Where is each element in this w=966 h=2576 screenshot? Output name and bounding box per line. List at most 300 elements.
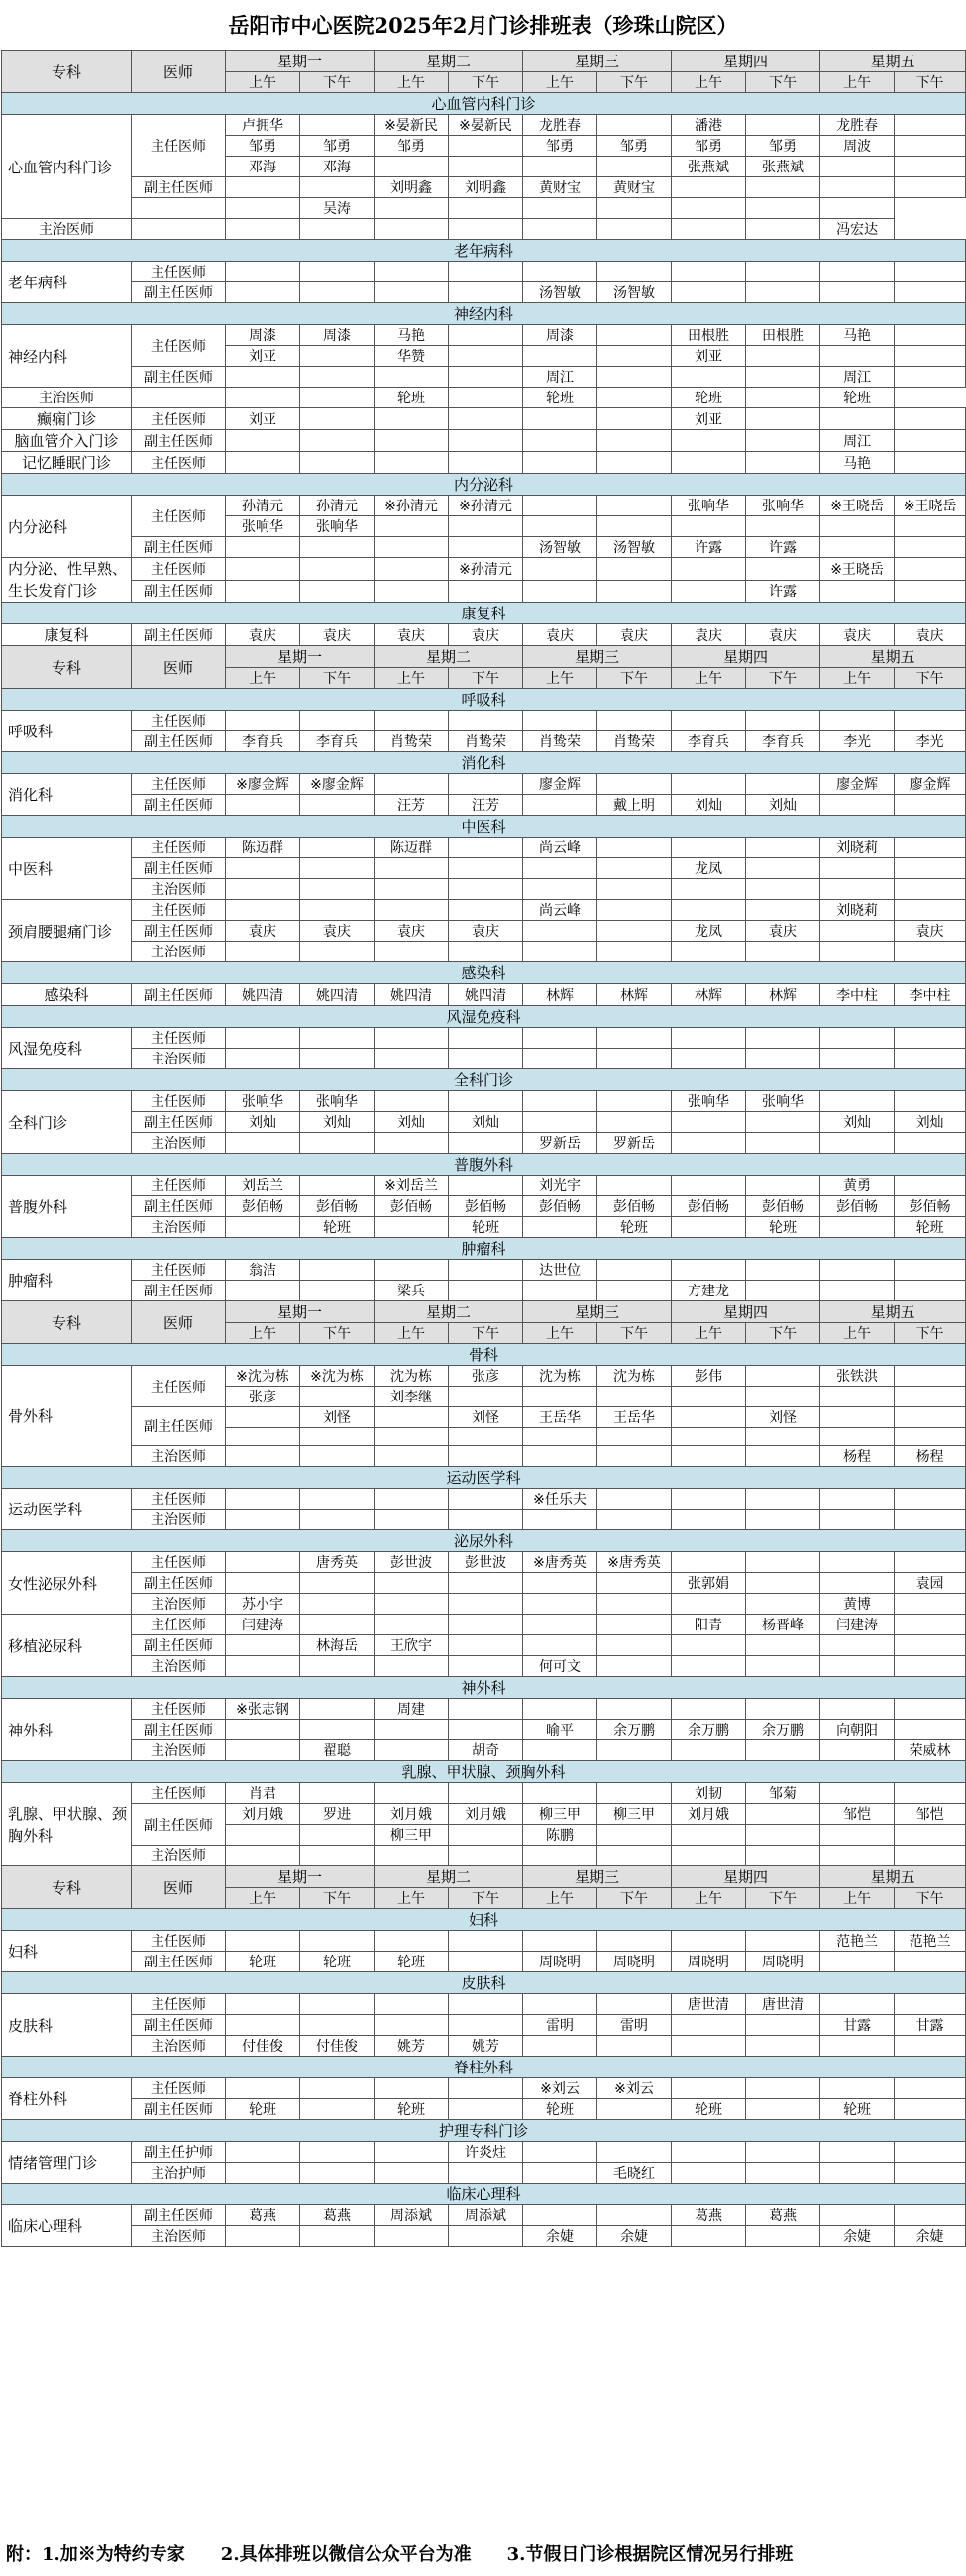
schedule-cell (597, 516, 672, 537)
schedule-cell: 柳三甲 (375, 1825, 449, 1846)
schedule-cell (895, 136, 966, 157)
schedule-table (1, 50, 966, 2247)
schedule-cell (597, 1783, 672, 1804)
schedule-row (2, 2205, 966, 2226)
doctor-title: 主任医师 (132, 900, 226, 921)
schedule-row (2, 1931, 966, 1952)
schedule-cell (132, 388, 226, 408)
dept-header: 专科 (2, 646, 132, 689)
schedule-cell (895, 1720, 966, 1740)
schedule-cell (375, 879, 449, 900)
schedule-cell: 陈迈群 (375, 838, 449, 858)
schedule-cell: 林辉 (746, 984, 820, 1006)
schedule-cell (597, 1699, 672, 1720)
schedule-cell (523, 1387, 597, 1407)
schedule-cell (895, 408, 966, 430)
schedule-cell: 轮班 (375, 2099, 449, 2120)
schedule-cell (375, 282, 449, 303)
schedule-cell (895, 1656, 966, 1677)
day-header: 星期二 (375, 51, 523, 72)
schedule-cell: 刘光宇 (523, 1176, 597, 1196)
schedule-cell (746, 879, 820, 900)
schedule-cell: ※沈为栋 (226, 1366, 300, 1387)
schedule-cell: 轮班 (820, 2099, 895, 2120)
doctor-title: 副主任医师 (132, 1952, 226, 1972)
schedule-cell (746, 2036, 820, 2057)
schedule-cell: 周建 (375, 1699, 449, 1720)
department-name: 老年病科 (2, 240, 966, 262)
schedule-cell (375, 1783, 449, 1804)
schedule-cell (375, 858, 449, 879)
schedule-cell (226, 367, 300, 388)
schedule-cell (597, 921, 672, 942)
schedule-row (2, 1740, 966, 1761)
schedule-cell: 汪芳 (375, 795, 449, 816)
schedule-cell (300, 408, 375, 430)
schedule-cell (226, 580, 300, 603)
schedule-cell (820, 177, 895, 198)
doctor-title: 主任医师 (132, 711, 226, 731)
schedule-cell (895, 1994, 966, 2015)
schedule-cell (375, 1028, 449, 1049)
schedule-cell: 周晓明 (523, 1952, 597, 1972)
schedule-cell (746, 558, 820, 581)
pm-header: 下午 (300, 668, 375, 689)
schedule-cell (820, 1994, 895, 2015)
schedule-cell (523, 2036, 597, 2057)
subspecialty: 骨外科 (2, 1366, 132, 1467)
schedule-cell (597, 1112, 672, 1133)
schedule-cell: 张响华 (226, 516, 300, 537)
schedule-cell: 林辉 (597, 984, 672, 1006)
schedule-cell (523, 858, 597, 879)
schedule-cell (523, 157, 597, 177)
schedule-row (2, 2142, 966, 2163)
schedule-cell: 沈为栋 (597, 1366, 672, 1387)
schedule-cell (672, 2015, 746, 2036)
doctor-title: 主任医师 (132, 1931, 226, 1952)
schedule-cell (449, 219, 523, 240)
schedule-cell: 罗新岳 (523, 1133, 597, 1154)
schedule-cell: 肖鸷荣 (375, 731, 449, 752)
schedule-cell (672, 711, 746, 731)
schedule-cell (226, 558, 300, 581)
subspecialty: 康复科 (2, 624, 132, 646)
schedule-cell (820, 1783, 895, 1804)
doctor-title: 主治医师 (2, 388, 132, 408)
schedule-cell (895, 1594, 966, 1615)
doctor-title: 主治医师 (132, 1510, 226, 1530)
day-header: 星期二 (375, 646, 523, 668)
schedule-row (2, 558, 966, 581)
pm-header: 下午 (746, 668, 820, 689)
doctor-title: 主治医师 (132, 1846, 226, 1866)
schedule-cell (746, 1049, 820, 1069)
schedule-cell: 周漆 (300, 325, 375, 346)
am-header: 上午 (820, 72, 895, 93)
schedule-cell (449, 136, 523, 157)
schedule-cell (746, 1366, 820, 1387)
schedule-cell (746, 408, 820, 430)
schedule-row (2, 177, 966, 198)
schedule-cell (300, 537, 375, 558)
schedule-cell: 轮班 (226, 1952, 300, 1972)
day-header: 星期五 (820, 1866, 966, 1888)
schedule-cell: 彭佰畅 (820, 1196, 895, 1217)
table-header-row (2, 51, 966, 72)
schedule-cell: 付佳俊 (300, 2036, 375, 2057)
table-header-row (2, 646, 966, 668)
schedule-cell (746, 1846, 820, 1866)
schedule-cell (449, 1573, 523, 1594)
schedule-cell: 许炎炷 (449, 2142, 523, 2163)
schedule-row (2, 1594, 966, 1615)
schedule-cell (449, 408, 523, 430)
schedule-cell (226, 1446, 300, 1467)
schedule-cell (375, 1656, 449, 1677)
schedule-row (2, 1846, 966, 1866)
schedule-cell (597, 367, 672, 388)
schedule-cell (375, 408, 449, 430)
subspecialty: 全科门诊 (2, 1091, 132, 1154)
schedule-cell (672, 1260, 746, 1281)
schedule-cell (820, 282, 895, 303)
subspecialty: 脑血管介入门诊 (2, 430, 132, 452)
schedule-cell: 彭佰畅 (523, 1196, 597, 1217)
schedule-cell (226, 430, 300, 452)
schedule-cell (895, 580, 966, 603)
schedule-cell (672, 2142, 746, 2163)
schedule-row (2, 921, 966, 942)
schedule-cell: 袁庆 (895, 624, 966, 646)
schedule-cell (597, 2142, 672, 2163)
schedule-row (2, 1091, 966, 1112)
schedule-cell: 袁庆 (300, 921, 375, 942)
schedule-cell (375, 711, 449, 731)
schedule-row (2, 282, 966, 303)
schedule-cell (226, 262, 300, 282)
schedule-cell (449, 1510, 523, 1530)
schedule-cell: 闫建涛 (226, 1615, 300, 1635)
schedule-cell: 余婕 (895, 2226, 966, 2247)
schedule-cell: 刘怪 (746, 1407, 820, 1428)
schedule-cell: 李光 (895, 731, 966, 752)
schedule-cell (895, 367, 966, 388)
schedule-cell (672, 900, 746, 921)
subspecialty: 癫痫门诊 (2, 408, 132, 430)
schedule-row (2, 1028, 966, 1049)
schedule-cell (449, 1387, 523, 1407)
schedule-cell (449, 537, 523, 558)
schedule-cell (746, 388, 820, 408)
subspecialty: 运动医学科 (2, 1489, 132, 1530)
schedule-cell (226, 1510, 300, 1530)
schedule-cell (523, 262, 597, 282)
schedule-cell: 何可文 (523, 1656, 597, 1677)
schedule-cell (746, 282, 820, 303)
department-row (2, 93, 966, 115)
subspecialty: 老年病科 (2, 262, 132, 303)
schedule-cell (226, 1281, 300, 1301)
schedule-cell: ※王晓岳 (820, 496, 895, 516)
schedule-cell (226, 198, 300, 219)
schedule-cell (672, 774, 746, 795)
schedule-row (2, 1446, 966, 1467)
schedule-cell (300, 2099, 375, 2120)
subspecialty: 颈肩腰腿痛门诊 (2, 900, 132, 962)
schedule-cell: 轮班 (226, 2099, 300, 2120)
am-header: 上午 (523, 1323, 597, 1344)
schedule-row (2, 858, 966, 879)
schedule-cell (449, 452, 523, 474)
schedule-cell (300, 942, 375, 962)
schedule-cell (300, 346, 375, 367)
schedule-cell (597, 2205, 672, 2226)
schedule-cell (523, 1281, 597, 1301)
schedule-cell (597, 1387, 672, 1407)
schedule-cell (449, 580, 523, 603)
schedule-cell (597, 2036, 672, 2057)
schedule-cell (449, 1994, 523, 2015)
doctor-title: 主治医师 (132, 879, 226, 900)
schedule-cell: 张响华 (672, 496, 746, 516)
schedule-cell: 苏小宇 (226, 1594, 300, 1615)
schedule-cell (746, 1656, 820, 1677)
schedule-cell (597, 1573, 672, 1594)
subspecialty: 皮肤科 (2, 1994, 132, 2057)
schedule-cell: 袁庆 (226, 624, 300, 646)
schedule-cell (449, 711, 523, 731)
schedule-cell: 王岳华 (597, 1407, 672, 1428)
schedule-cell: 吴涛 (300, 198, 375, 219)
schedule-cell (449, 2099, 523, 2120)
schedule-cell (300, 711, 375, 731)
schedule-cell: 葛燕 (300, 2205, 375, 2226)
schedule-row (2, 1366, 966, 1387)
schedule-cell (449, 2163, 523, 2184)
schedule-cell (597, 1049, 672, 1069)
schedule-cell: 李育兵 (300, 731, 375, 752)
schedule-cell (226, 942, 300, 962)
schedule-cell: 刘明鑫 (449, 177, 523, 198)
department-row (2, 752, 966, 774)
schedule-cell (820, 1573, 895, 1594)
schedule-cell (449, 346, 523, 367)
schedule-cell (820, 1049, 895, 1069)
doctor-title: 副主任医师 (132, 1281, 226, 1301)
schedule-cell: 彭世波 (449, 1552, 523, 1573)
schedule-row (2, 711, 966, 731)
schedule-cell (375, 2015, 449, 2036)
schedule-cell (597, 838, 672, 858)
schedule-cell: 尚云峰 (523, 838, 597, 858)
schedule-cell: 轮班 (300, 1952, 375, 1972)
schedule-cell: 周添斌 (375, 2205, 449, 2226)
department-name: 脊柱外科 (2, 2057, 966, 2078)
schedule-cell: 龙胜春 (820, 115, 895, 136)
schedule-cell (672, 1552, 746, 1573)
schedule-cell (746, 1804, 820, 1825)
schedule-cell: 刘灿 (672, 795, 746, 816)
schedule-cell (300, 1994, 375, 2015)
pm-header: 下午 (746, 1323, 820, 1344)
schedule-cell (226, 1846, 300, 1866)
schedule-cell (820, 1407, 895, 1428)
schedule-cell: 刘月娥 (449, 1804, 523, 1825)
schedule-cell: 周晓明 (672, 1952, 746, 1972)
schedule-cell (597, 2099, 672, 2120)
day-header: 星期二 (375, 1866, 523, 1888)
schedule-cell (597, 1176, 672, 1196)
schedule-cell (523, 2205, 597, 2226)
schedule-cell (746, 1281, 820, 1301)
schedule-cell: 张响华 (672, 1091, 746, 1112)
schedule-cell (895, 1260, 966, 1281)
schedule-cell: 罗新岳 (597, 1133, 672, 1154)
schedule-cell: 姚四清 (375, 984, 449, 1006)
am-header: 上午 (672, 1323, 746, 1344)
department-row (2, 962, 966, 984)
schedule-cell (300, 795, 375, 816)
schedule-cell (895, 2142, 966, 2163)
schedule-cell: 龙胜春 (523, 115, 597, 136)
schedule-cell (895, 282, 966, 303)
schedule-cell: 轮班 (672, 2099, 746, 2120)
schedule-cell: 张响华 (300, 516, 375, 537)
schedule-cell (746, 774, 820, 795)
schedule-cell (820, 1552, 895, 1573)
schedule-cell: ※晏新民 (375, 115, 449, 136)
schedule-cell: 王欣宇 (375, 1635, 449, 1656)
schedule-cell (895, 558, 966, 581)
schedule-cell (300, 388, 375, 408)
schedule-cell (375, 558, 449, 581)
schedule-cell (597, 774, 672, 795)
schedule-cell (597, 1428, 672, 1446)
schedule-row (2, 1407, 966, 1428)
schedule-cell: 余万鹏 (746, 1720, 820, 1740)
subspecialty: 普腹外科 (2, 1176, 132, 1238)
schedule-cell: 袁庆 (820, 624, 895, 646)
schedule-cell (449, 1720, 523, 1740)
schedule-cell (746, 2226, 820, 2247)
schedule-cell (300, 1615, 375, 1635)
schedule-cell (672, 1176, 746, 1196)
schedule-cell (449, 388, 523, 408)
pm-header: 下午 (895, 72, 966, 93)
pm-header: 下午 (895, 668, 966, 689)
schedule-row (2, 1656, 966, 1677)
schedule-cell (895, 1825, 966, 1846)
am-header: 上午 (375, 1323, 449, 1344)
schedule-cell: 林海岳 (300, 1635, 375, 1656)
schedule-row (2, 1510, 966, 1530)
schedule-cell: 余婕 (597, 2226, 672, 2247)
schedule-cell: ※王晓岳 (895, 496, 966, 516)
schedule-row (2, 984, 966, 1006)
doctor-title: 主任医师 (132, 2078, 226, 2099)
doctor-title: 副主任医师 (132, 1196, 226, 1217)
schedule-row (2, 900, 966, 921)
doctor-title: 副主任医师 (132, 2205, 226, 2226)
schedule-cell: 姚芳 (375, 2036, 449, 2057)
schedule-cell (449, 838, 523, 858)
schedule-cell (226, 795, 300, 816)
schedule-cell (672, 558, 746, 581)
schedule-cell: 黄财宝 (597, 177, 672, 198)
schedule-cell: 翁洁 (226, 1260, 300, 1281)
schedule-cell: 甘露 (820, 2015, 895, 2036)
schedule-cell: ※廖金辉 (226, 774, 300, 795)
schedule-cell (895, 2036, 966, 2057)
schedule-cell (746, 838, 820, 858)
schedule-cell (300, 1656, 375, 1677)
schedule-cell: 方建龙 (672, 1281, 746, 1301)
schedule-cell: 彭佰畅 (375, 1196, 449, 1217)
schedule-cell (820, 1260, 895, 1281)
doctor-title: 副主任医师 (132, 795, 226, 816)
schedule-cell (895, 1281, 966, 1301)
schedule-cell (300, 900, 375, 921)
schedule-cell (449, 1846, 523, 1866)
schedule-cell (375, 2078, 449, 2099)
schedule-cell (226, 1133, 300, 1154)
schedule-cell (449, 198, 523, 219)
schedule-cell (523, 346, 597, 367)
schedule-cell: 许露 (746, 537, 820, 558)
schedule-cell (746, 942, 820, 962)
schedule-cell (746, 1176, 820, 1196)
am-header: 上午 (226, 668, 300, 689)
schedule-cell (375, 1489, 449, 1510)
schedule-cell: 余万鹏 (597, 1720, 672, 1740)
schedule-cell: 袁庆 (746, 921, 820, 942)
schedule-cell: ※刘云 (523, 2078, 597, 2099)
subspecialty: 消化科 (2, 774, 132, 816)
pm-header: 下午 (300, 1888, 375, 1909)
schedule-cell (895, 1635, 966, 1656)
schedule-cell: 刘月娥 (672, 1804, 746, 1825)
schedule-cell (300, 1699, 375, 1720)
doctor-title: 主任医师 (132, 1783, 226, 1804)
schedule-row (2, 774, 966, 795)
schedule-cell (300, 2015, 375, 2036)
schedule-cell (672, 1446, 746, 1467)
schedule-row (2, 838, 966, 858)
schedule-cell: 余万鹏 (672, 1720, 746, 1740)
schedule-cell: 张燕斌 (746, 157, 820, 177)
schedule-cell: 轮班 (449, 1217, 523, 1238)
schedule-cell (449, 367, 523, 388)
schedule-cell: 张郭娟 (672, 1573, 746, 1594)
schedule-cell: 刘亚 (672, 408, 746, 430)
doctor-header: 医师 (132, 1866, 226, 1909)
schedule-cell (672, 942, 746, 962)
schedule-row (2, 430, 966, 452)
schedule-cell (523, 558, 597, 581)
schedule-cell: 范艳兰 (895, 1931, 966, 1952)
schedule-cell: 李光 (820, 731, 895, 752)
schedule-cell: ※孙清元 (449, 496, 523, 516)
schedule-cell (449, 942, 523, 962)
schedule-cell (895, 262, 966, 282)
pm-header: 下午 (746, 1888, 820, 1909)
schedule-cell (895, 452, 966, 474)
schedule-cell (597, 198, 672, 219)
schedule-cell: 邹勇 (597, 136, 672, 157)
schedule-cell (820, 198, 895, 219)
schedule-cell (895, 1176, 966, 1196)
